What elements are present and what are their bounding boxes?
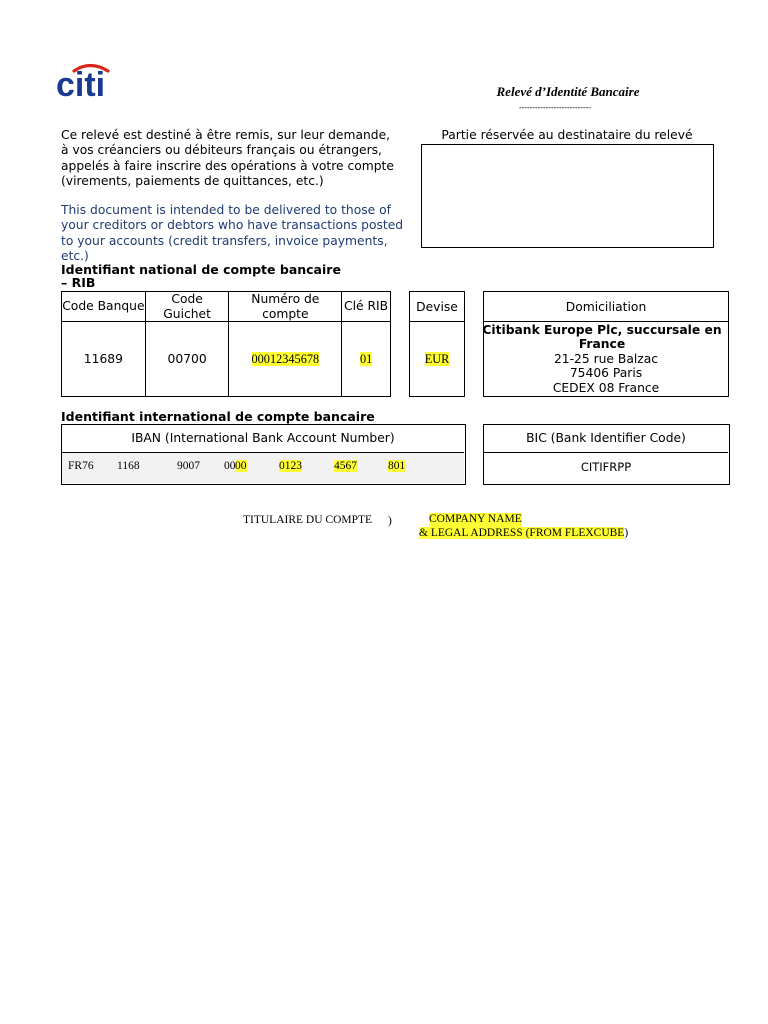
intro-french: Ce relevé est destiné à être remis, sur leur demande, à vos créanciers ou débiteurs français ou étrangers, appelés à faire inscrire des opérations à votre compte (virements, paiements de quittances, etc.) xyxy=(61,128,394,188)
rib-cle-cell xyxy=(342,322,391,397)
devise-table xyxy=(409,291,465,397)
domiciliation-header: Domiciliation xyxy=(484,292,729,322)
rib-value-row xyxy=(62,322,391,397)
document-title: Relevé d’Identité Bancaire xyxy=(496,84,640,99)
devise-header: Devise xyxy=(410,292,465,322)
citi-logo xyxy=(56,62,118,102)
rib-table xyxy=(61,291,391,397)
devise-value: EUR xyxy=(424,351,450,366)
domiciliation-cedex: CEDEX 08 France xyxy=(552,380,660,395)
title-underline: --------------------------- xyxy=(519,103,591,112)
iban-part-account-a: 00 xyxy=(224,460,236,472)
domiciliation-table xyxy=(483,291,729,397)
iban-part-country: FR76 xyxy=(68,460,94,472)
national-id-heading-line2: – RIB xyxy=(61,275,96,290)
rib-code-guichet: 00700 xyxy=(145,322,229,397)
reserved-area-label: Partie réservée au destinataire du relevé xyxy=(441,128,693,142)
international-id-heading: Identifiant international de compte bancaire xyxy=(61,409,375,424)
iban-part-account-b: 00 xyxy=(235,460,247,472)
iban-part-account-d: 4567 xyxy=(334,460,357,472)
account-holder-name: COMPANY NAME xyxy=(429,513,522,525)
devise-cell xyxy=(410,322,465,397)
iban-part-account-c: 0123 xyxy=(279,460,302,472)
national-id-heading xyxy=(61,263,341,289)
rib-cle: 01 xyxy=(359,351,373,366)
citi-logo-text: citi xyxy=(56,66,106,102)
domiciliation-city: 75406 Paris xyxy=(569,366,643,381)
bic-header: BIC (Bank Identifier Code) xyxy=(484,425,728,453)
account-holder-address: & LEGAL ADDRESS (FROM FLEXCUBE xyxy=(419,527,625,539)
account-holder-label: TITULAIRE DU COMPTE xyxy=(243,514,373,526)
domiciliation-cell xyxy=(484,322,729,397)
reserved-area-box xyxy=(421,144,714,248)
domiciliation-street: 21-25 rue Balzac xyxy=(553,351,659,366)
rib-header-numero-compte: Numéro de compte xyxy=(229,292,342,322)
rib-header-code-guichet: Code Guichet xyxy=(145,292,229,322)
rib-numero-compte-cell xyxy=(229,322,342,397)
bic-value: CITIFRPP xyxy=(580,460,632,474)
rib-header-code-banque: Code Banque xyxy=(62,292,146,322)
rib-numero-compte: 00012345678 xyxy=(251,351,320,366)
rib-code-banque: 11689 xyxy=(62,322,146,397)
iban-part-branch: 9007 xyxy=(177,460,200,472)
account-holder-address-tail: ) xyxy=(624,527,629,539)
rib-header-cle-rib: Clé RIB xyxy=(342,292,391,322)
account-holder-address-line xyxy=(419,527,628,541)
intro-english: This document is intended to be delivered to those of your creditors or debtors who have transactions posted to your accounts (credit transfers, invoice payments, etc.) xyxy=(61,203,404,263)
account-holder-separator: ) xyxy=(388,515,392,527)
domiciliation-bank: Citibank Europe Plc, succursale en France xyxy=(482,322,722,352)
iban-header: IBAN (International Bank Account Number) xyxy=(62,425,464,453)
rib-header-row xyxy=(62,292,391,322)
iban-part-bank: 1168 xyxy=(117,460,140,472)
iban-part-key: 801 xyxy=(388,460,406,472)
national-id-heading-line1: Identifiant national de compte bancaire xyxy=(61,262,341,277)
citi-logo-mark xyxy=(56,62,118,102)
